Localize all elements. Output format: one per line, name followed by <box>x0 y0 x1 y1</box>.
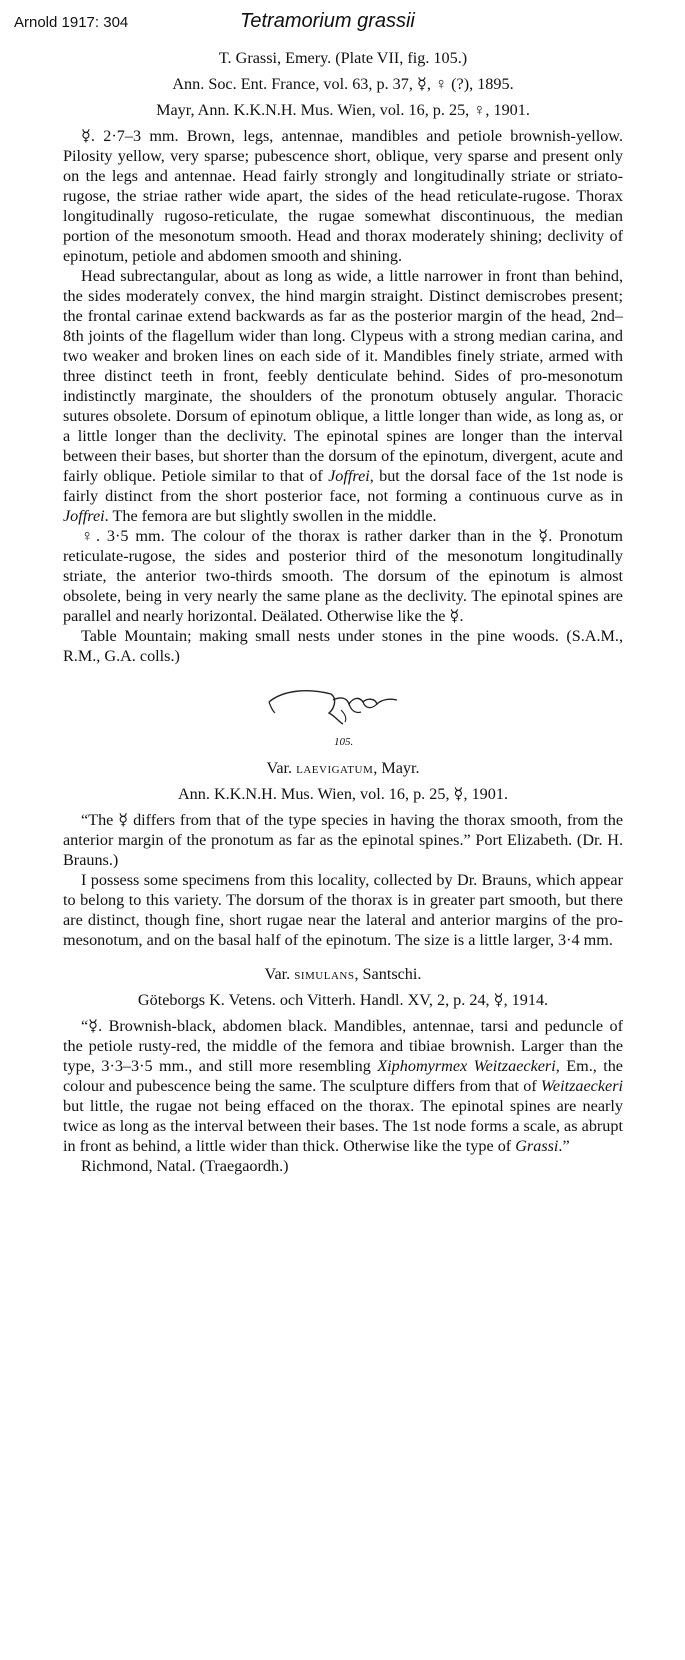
simulans-quote <box>63 1016 623 1156</box>
laevigatum-name: laevigatum <box>296 759 374 777</box>
figure-105 <box>63 680 623 752</box>
species-ref-weitzaeckeri: Weitzaeckeri <box>540 1077 623 1095</box>
laevigatum-note: I possess some specimens from this locality, collected by Dr. Brauns, which appear to belong to this variety. The dorsum of the thorax is in greater part smooth, but there are distinct, though fine, short rugae near the lateral and anterior margins of the pro-mesonotum, and on the basal half of the epinotum. The size is a little larger, 3·4 mm. <box>63 871 623 949</box>
laevigatum-author: , Mayr. <box>373 759 420 777</box>
simulans-heading <box>63 964 623 984</box>
species-ref-grassi: Grassi <box>515 1137 559 1155</box>
citation-ann-soc-ent: Ann. Soc. Ent. France, vol. 63, p. 37, ☿, ♀ (?), 1895. <box>172 75 514 93</box>
simulans-author: , Santschi. <box>354 965 422 983</box>
head-description <box>63 266 623 526</box>
head-text-1: Head subrectangular, about as long as wide, a little narrower in front than behind, the sides moderately convex, the hind margin straight. Distinct demiscrobes present; the frontal carinae extend backwards as far as the posterior margin of the head, 2nd–8th joints of the flagellum wider than long. Clypeus with a strong median carina, and two weaker and broken lines on each side of it. Mandibles finely striate, armed with three distinct teeth in front, feebly denticulate behind. Sides of pro-mesonotum indistinctly marginate, the shoulders of the pronotum obtusely angular. Thoracic sutures obsolete. Dorsum of epinotum oblique, a little longer than wide, as long as, or a little longer than the declivity. The epinotal spines are longer than the interval between their bases, but shorter than the dorsum of the epinotum, divergent, acute and fairly oblique. Petiole similar to that of <box>63 267 623 485</box>
worker-description: ☿. 2·7–3 mm. Brown, legs, antennae, mandibles and petiole brownish-yellow. Pilosity yellow, very sparse; pubescence short, oblique, very sparse and present only on the legs and antennae. Head fairly strongly and longitudinally striate or striato-rugose, the striae rather wide apart, the sides of the head reticulate-rugose. Thorax longitudinally rugoso-reticulate, the rugae somewhat discontinuous, the median portion of the mesonotum smooth. Head and thorax moderately shining; declivity of epinotum, petiole and abdomen smooth and shining. <box>63 127 623 265</box>
laevigatum-heading-prefix: Var. <box>266 759 297 777</box>
laevigatum-citation: Ann. K.K.N.H. Mus. Wien, vol. 16, p. 25, ☿, 1901. <box>177 785 509 803</box>
page-reference: Arnold 1917: 304 <box>14 14 129 31</box>
simulans-name: simulans <box>294 965 355 983</box>
ant-sketch-drawing <box>263 680 413 732</box>
simulans-text-2: , Em., the colour and pubescence being the same. The sculpture differs from that of <box>63 1057 623 1095</box>
citation-emery: T. Grassi, Emery. (Plate VII, fig. 105.) <box>218 49 468 67</box>
locality-note: Table Mountain; making small nests under stones in the pine woods. (S.A.M., R.M., G.A. colls.) <box>63 627 623 665</box>
simulans-text-4: .” <box>558 1137 570 1155</box>
simulans-heading-prefix: Var. <box>264 965 295 983</box>
species-title: Tetramorium grassii <box>240 10 415 32</box>
citation-mayr: Mayr, Ann. K.K.N.H. Mus. Wien, vol. 16, p. 25, ♀, 1901. <box>156 101 530 119</box>
document-body <box>63 48 623 1176</box>
species-ref-xiphomyrmex: Xiphomyrmex Weitzaeckeri <box>377 1057 556 1075</box>
simulans-text-3: but little, the rugae not being effaced on the thorax. The epinotal spines are nearly twice as long as the interval between their bases. The 1st node forms a scale, as abrupt in front as behind, a little wider than thick. Otherwise like the type of <box>63 1097 623 1155</box>
species-ref-joffrei-1: Joffrei <box>328 467 370 485</box>
figure-label: 105. <box>334 736 354 748</box>
simulans-locality: Richmond, Natal. (Traegaordh.) <box>81 1157 289 1175</box>
laevigatum-heading <box>63 758 623 778</box>
female-description: ♀. 3·5 mm. The colour of the thorax is rather darker than in the ☿. Pronotum reticulate-rugose, the sides and posterior third of the mesonotum longitudinally striate, the anterior two-thirds smooth. The dorsum of the epinotum is almost obsolete, being in very nearly the same plane as the declivity. The epinotal spines are parallel and nearly horizontal. Deälated. Otherwise like the ☿. <box>63 527 623 625</box>
simulans-citation: Göteborgs K. Vetens. och Vitterh. Handl. XV, 2, p. 24, ☿, 1914. <box>137 991 549 1009</box>
species-ref-joffrei-2: Joffrei <box>63 507 105 525</box>
simulans-text-1: “☿. Brownish-black, abdomen black. Mandibles, antennae, tarsi and peduncle of the petiole rusty-red, the middle of the femora and tibiae brownish. Larger than the type, 3·3–3·5 mm., and still more resembling <box>63 1017 623 1075</box>
head-text-3: . The femora are but slightly swollen in the middle. <box>104 507 437 525</box>
head-text-2: , but the dorsal face of the 1st node is fairly distinct from the short posterior face, not forming a continuous curve as in <box>63 467 623 505</box>
laevigatum-quote: “The ☿ differs from that of the type species in having the thorax smooth, from the anterior margin of the pronotum as far as the epinotal spines.” Port Elizabeth. (Dr. H. Brauns.) <box>63 811 623 869</box>
